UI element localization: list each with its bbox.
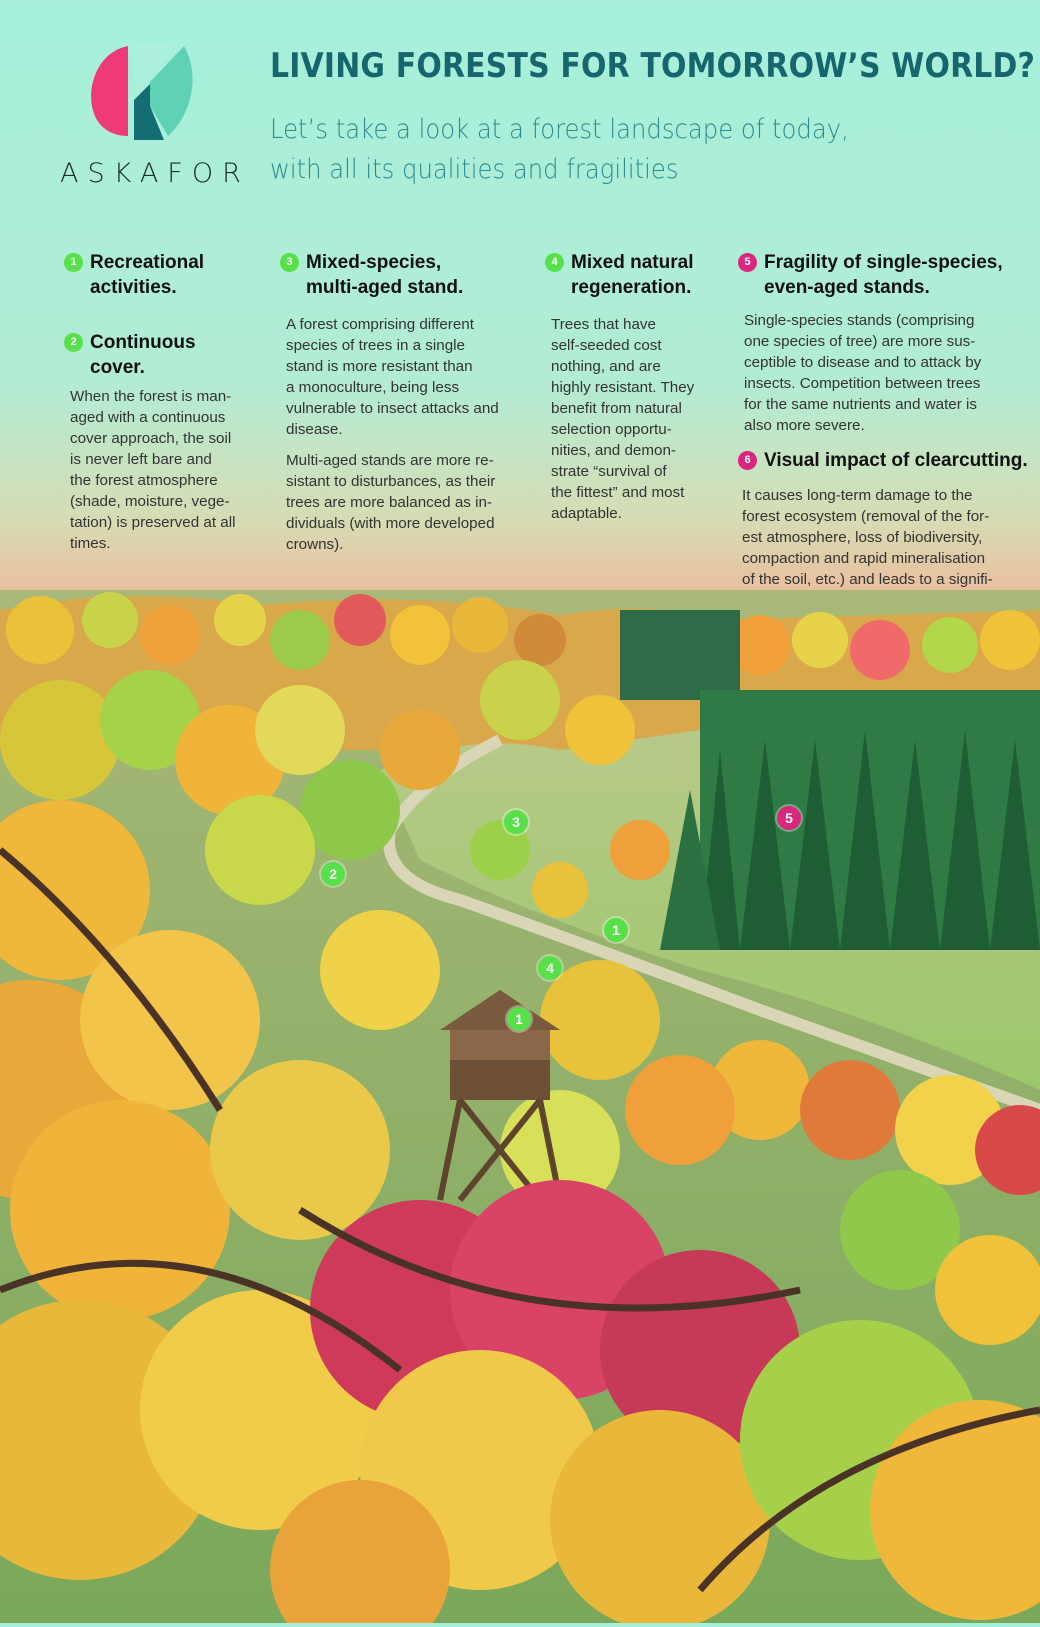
forest-landscape-illustration <box>0 590 1040 1623</box>
section-heading <box>736 448 1036 473</box>
forest-scene-icon <box>0 590 1040 1623</box>
section-number-badge: 5 <box>738 253 757 272</box>
section-body: When the forest is man- aged with a continuous cover approach, the soil is never left bare and the forest atmosphere (shade, moisture, vege- tation) is preserved at all times. <box>70 388 236 552</box>
section-heading <box>543 250 713 300</box>
section-number-badge: 2 <box>64 333 83 352</box>
askafor-logo <box>60 40 250 200</box>
page-subtitle <box>270 110 918 190</box>
heading-line: Mixed-species, <box>306 252 442 273</box>
heading-line: even-aged stands. <box>764 277 930 298</box>
section-body-secondary: Multi-aged stands are more re- sistant to disturbances, as their trees are more balanced as in- dividuals (with more developed crowns). <box>286 452 496 553</box>
section-single-species-fragility <box>736 250 1031 436</box>
conifer-stand <box>660 690 1040 950</box>
section-number-badge: 4 <box>545 253 564 272</box>
section-body: Single-species stands (comprising one species of tree) are more sus- ceptible to disease and to attack by insects. Competition between trees for the same nutrients and water is also more severe. <box>744 312 982 434</box>
section-heading <box>736 250 1031 300</box>
subtitle-line-1: Let’s take a look at a forest landscape of today, <box>270 114 849 145</box>
heading-line: Continuous <box>90 332 196 353</box>
page-title: LIVING FORESTS FOR TOMORROW’S WORLD? <box>270 46 1036 86</box>
section-body: A forest comprising different species of trees in a single stand is more resistant than a monoculture, being less vulnerable to insect attacks and disease. <box>286 316 499 438</box>
logo-wordmark: ASKAFOR <box>60 158 250 189</box>
section-body: It causes long-term damage to the forest ecosystem (removal of the for- est atmosphere, loss of biodiversity, compaction and rapid mineralisation of the soil, etc.) and leads to a signifi- <box>742 487 993 588</box>
section-number-badge: 1 <box>64 253 83 272</box>
logo-mark-icon <box>88 40 198 150</box>
section-number-badge: 3 <box>280 253 299 272</box>
scene-marker-4: 4 <box>538 956 562 980</box>
scene-marker-5: 5 <box>777 806 801 830</box>
scene-marker-3: 3 <box>504 810 528 834</box>
heading-line: Mixed natural <box>571 252 694 273</box>
section-heading <box>62 250 262 300</box>
scene-marker-2: 2 <box>321 862 345 886</box>
section-continuous-cover <box>62 330 262 554</box>
heading-line: Visual impact of clearcutting. <box>764 450 1028 471</box>
heading-line: Fragility of single-species, <box>764 252 1003 273</box>
section-mixed-species <box>278 250 518 555</box>
heading-line: activities. <box>90 277 177 298</box>
heading-line: Recreational <box>90 252 205 273</box>
subtitle-line-2: with all its qualities and fragilities <box>270 154 679 185</box>
section-number-badge: 6 <box>738 451 757 470</box>
heading-line: cover. <box>90 357 145 378</box>
scene-marker-1: 1 <box>604 918 628 942</box>
heading-line: regeneration. <box>571 277 692 298</box>
scene-marker-1-tower: 1 <box>507 1007 531 1031</box>
section-natural-regeneration <box>543 250 713 524</box>
section-heading <box>278 250 518 300</box>
section-clearcutting <box>736 448 1036 611</box>
section-body: Trees that have self-seeded cost nothing, and are highly resistant. They benefit from natural selection opportu- nities, and demon- strate “survival of the fittest” and most adaptable. <box>551 316 695 522</box>
section-heading <box>62 330 262 380</box>
section-recreational <box>62 250 262 300</box>
heading-line: multi-aged stand. <box>306 277 464 298</box>
